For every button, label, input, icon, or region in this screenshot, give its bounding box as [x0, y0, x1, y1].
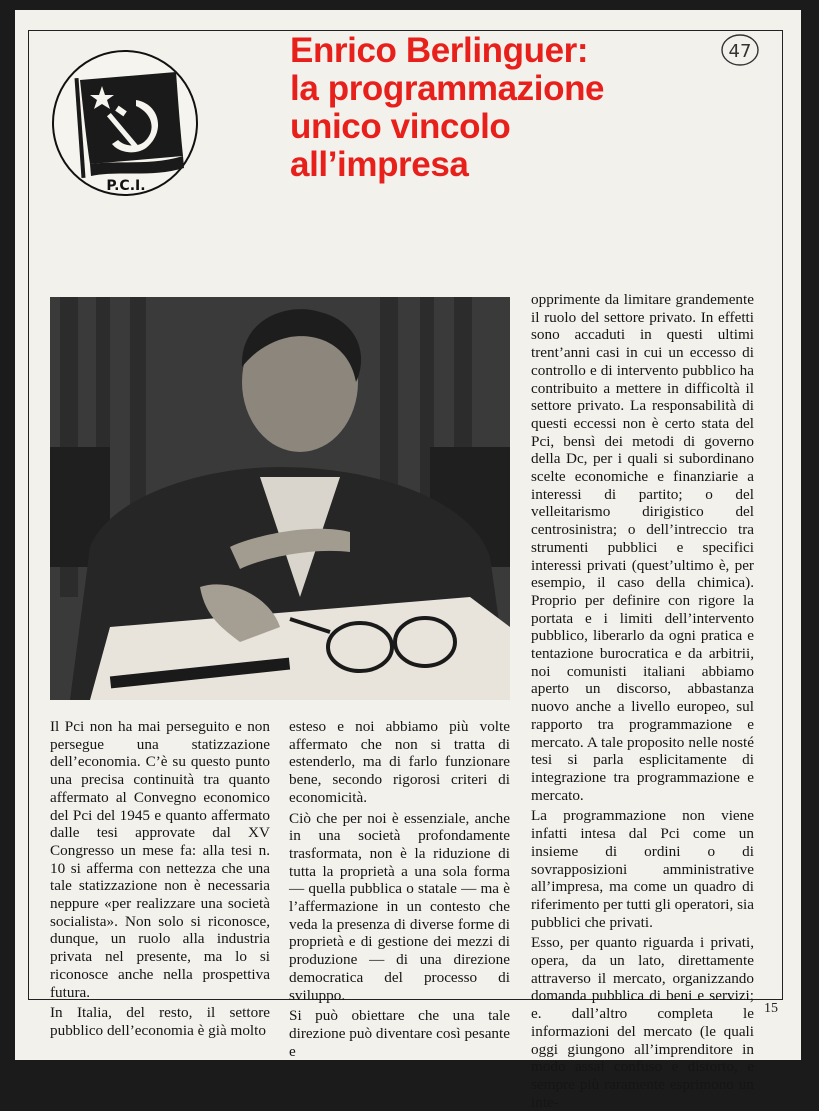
title-line: Enrico Berlinguer:	[290, 31, 589, 70]
pci-logo	[50, 48, 200, 198]
title-line: unico vincolo	[290, 107, 511, 146]
page-number: 15	[764, 1001, 778, 1016]
paragraph: Si può obiettare che una tale direzione può diventare così pesante e	[289, 1007, 510, 1060]
paragraph: Il Pci non ha mai perseguito e non persegue una statizzazione dell’economia. C’è su questo punto una precisa continuità tra quanto affermato al Convegno economico del Pci del 1945 e quanto affermato dalle tesi approvate dal XV Congresso un mese fa: alla tesi n. 10 si afferma con nettezza che una tale statizzazione non è necessaria neppure «per realizzare una società socialista». Non solo si riconosce, dunque, un ruolo alla industria privata nel presente, ma lo si riconosce anche nella prospettiva futura.	[50, 718, 270, 1001]
paragraph: La programmazione non viene infatti intesa dal Pci come un insieme di ordini o di sovrapposizioni amministrative all’impresa, ma come un quadro di riferimento per tutti gli operatori, sia pubblici che privati.	[531, 807, 754, 931]
paragraph: Ciò che per noi è essenziale, anche in una società profondamente trasformata, non è la riduzione di tutta la proprietà a una sola forma — quella pubblica o statale — ma è l’affermazione in un contesto che veda la presenza di diverse forme di proprietà e di gestione dei mezzi di produzione — di una direzione democratica del processo di sviluppo.	[289, 809, 510, 1004]
text-column-2	[289, 718, 510, 1060]
logo-label: P.C.I.	[106, 178, 146, 194]
paragraph: opprimente da limitare grandemente il ruolo del settore privato. In effetti sono accaduti in questi ultimi trent’anni casi in cui un eccesso di controllo e di intervento pubblico ha contribuito a mettere in difficoltà il settore privato. La responsabilità di questi eccessi non è certo stata del Pci, bensì dei metodi di governo della Dc, per i quali si subordinano scelte economiche e finanziarie a interessi di partito; o del velleitarismo dirigistico del centrosinistra; o dell’intreccio tra strumenti pubblici e specifici interessi privati (quest’ultimo è, per esempio, il caso della chimica). Proprio per definire con rigore la portata e i limiti dell’intervento pubblico, liberarlo da ogni pratica e tentazione burocratica e da arbitrii, noi comunisti italiani abbiamo aperto un discorso, abbastanza nuovo anche a livello europeo, sul rapporto tra programmazione e mercato. A tale proposito nelle nosté tesi si parla esplicitamente di integrazione tra programmazione e mercato.	[531, 291, 754, 804]
text-column-1	[50, 718, 270, 1040]
title-line: la programmazione	[290, 69, 605, 108]
title-line: all’impresa	[290, 145, 469, 184]
portrait-photo	[50, 297, 510, 700]
paragraph: Esso, per quanto riguarda i privati, opera, da un lato, direttamente attraverso il mercato, organizzando domanda pubblica di beni e servizi; e. dall’altro completa le informazioni del mercato (le quali oggi giungono all’imprenditore in modo assai confuso e distorto, e sempre più raramente esprimono un inte-	[531, 934, 754, 1111]
article-title	[290, 32, 604, 184]
text-column-3	[531, 291, 754, 1111]
handwritten-number: 47	[728, 41, 752, 62]
paragraph: In Italia, del resto, il settore pubblico dell’economia è già molto	[50, 1004, 270, 1039]
paragraph: esteso e noi abbiamo più volte affermato che non si tratta di estenderlo, ma di farlo funzionare bene, secondo rigorosi criteri di economicità.	[289, 718, 510, 806]
handwritten-page-number	[720, 33, 760, 67]
